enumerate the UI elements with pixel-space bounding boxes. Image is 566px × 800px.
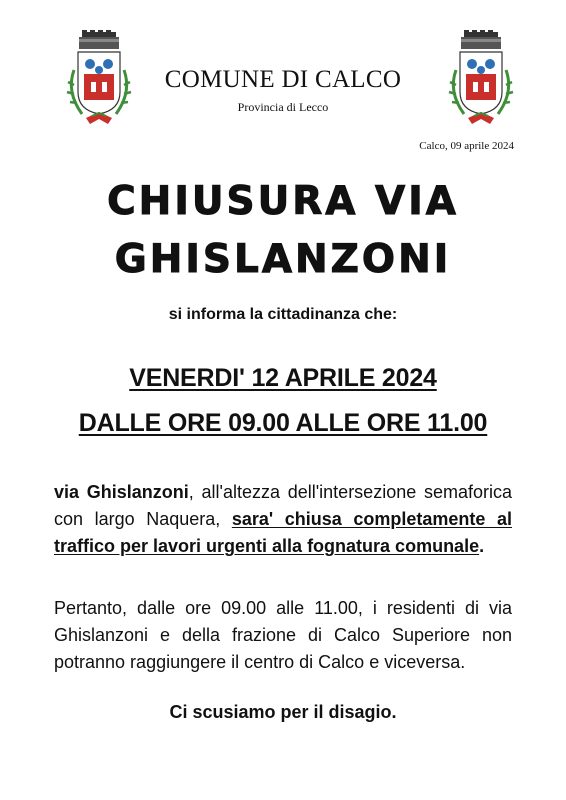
province-subtitle: Provincia di Lecco — [237, 100, 329, 114]
intro-text: si informa la cittadinanza che: — [168, 306, 398, 323]
headline-line-1: CHIUSURA VIA — [107, 179, 459, 224]
location-detail: , all'altezza dell'intersezione semaforica con largo Naquera, — [54, 482, 512, 529]
apology-text: Ci scusiamo per il disagio. — [169, 702, 397, 722]
headline-line-2: GHISLANZONI — [114, 237, 452, 282]
document-date: Calco, 09 aprile 2024 — [419, 140, 514, 152]
closure-statement: sara' chiusa completamente al traffico per lavori urgenti alla fognatura comunale — [54, 509, 512, 556]
street-name: via Ghislanzoni — [54, 482, 189, 502]
closure-date: VENERDI' 12 APRILE 2024 — [129, 364, 437, 392]
consequence-paragraph: Pertanto, dalle ore 09.00 alle 11.00, i residenti di via Ghislanzoni e della frazione di Calco Superiore non potranno raggiungere il centro di Calco e viceversa. — [54, 598, 512, 672]
closure-paragraph — [54, 479, 512, 560]
paragraph-end: . — [479, 536, 485, 556]
municipality-title: COMUNE DI CALCO — [164, 66, 402, 93]
closure-time: DALLE ORE 09.00 ALLE ORE 11.00 — [78, 409, 488, 437]
